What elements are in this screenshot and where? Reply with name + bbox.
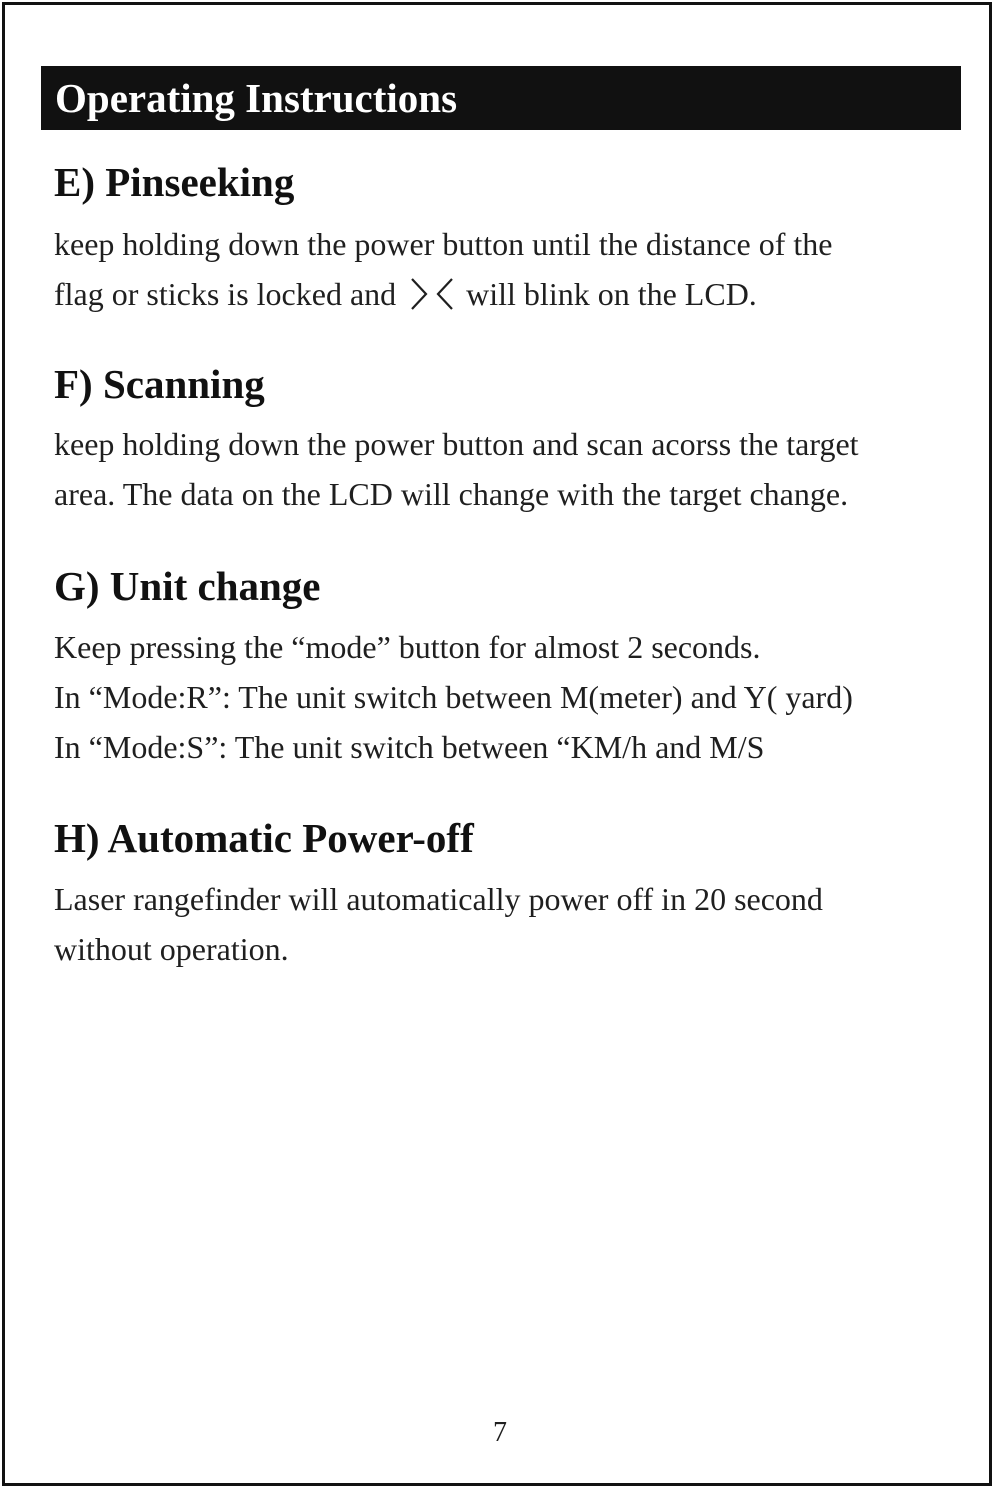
pinseeking-text-line-2b: will blink on the LCD. [466, 276, 757, 312]
section-title-pinseeking: E) Pinseeking [54, 159, 295, 205]
pinseeking-text-line-2 [54, 274, 757, 314]
header-bar [41, 66, 961, 130]
section-title-automatic-power-off: H) Automatic Power-off [54, 815, 474, 861]
pinseeking-text-line-1: keep holding down the power button until the distance of the [54, 226, 833, 262]
page-title: Operating Instructions [55, 75, 458, 121]
unit-change-text-line-2: In “Mode:R”: The unit switch between M(meter) and Y( yard) [54, 679, 853, 715]
pinseeking-text-line-2a: flag or sticks is locked and [54, 276, 397, 312]
unit-change-text-line-3: In “Mode:S”: The unit switch between “KM/h and M/S [54, 729, 765, 765]
power-off-text-line-1: Laser rangefinder will automatically power off in 20 second [54, 881, 823, 917]
section-title-scanning: F) Scanning [54, 361, 265, 407]
scanning-text-line-1: keep holding down the power button and scan acorss the target [54, 426, 859, 462]
scanning-text-line-2: area. The data on the LCD will change with the target change. [54, 476, 849, 512]
power-off-text-line-2: without operation. [54, 931, 289, 967]
pin-lock-chevrons-icon [408, 277, 456, 311]
section-title-unit-change: G) Unit change [54, 563, 321, 609]
unit-change-text-line-1: Keep pressing the “mode” button for almost 2 seconds. [54, 629, 761, 665]
page-number: 7 [493, 1417, 507, 1448]
